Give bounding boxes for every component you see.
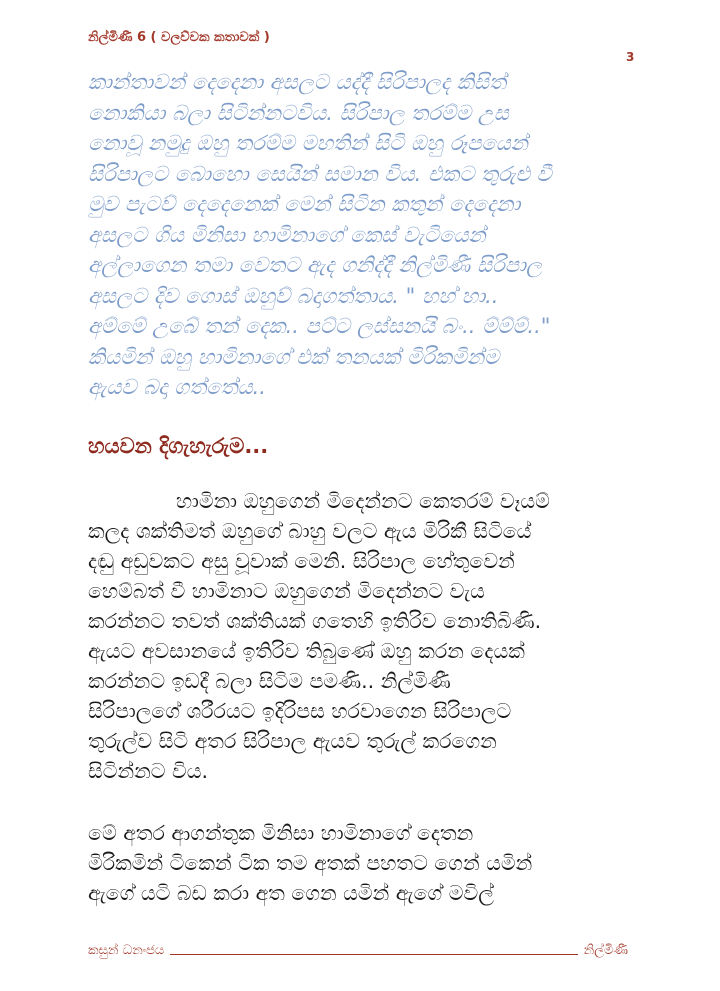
intro-line: කාන්තාවන් දෙදෙනා අසලට යද්දී සිරිපාලද කිසිත්	[88, 70, 507, 94]
page-number: 3	[626, 50, 635, 64]
footer-author: කසුන් ධනංජය	[88, 943, 165, 958]
paragraph-line: මිරිකමින් ටිකෙන් ටික තම අතක් පහතට ගෙන් යමින්	[88, 851, 533, 875]
paragraph-line: කරන්නට ඉඩදී බලා සිටිම පමණි.. නිල්මිණී	[88, 669, 451, 693]
section-heading: හයවන දිගැහැරුම...	[88, 434, 269, 458]
intro-line: නොකියා බලා සිටින්නටවිය. සිරිපාල තරම්ම උස	[88, 100, 509, 125]
page-header-title: නිල්මිණී 6 ( වලව්වක කතාවක් )	[88, 30, 270, 45]
paragraph-line: ඇයට අවසානයේ ඉතිරිව තිබුණේ ඔහු කරන දෙයක්	[88, 639, 525, 663]
intro-line: සිරිපාලට බොහො සෙයින් සමාන විය. එකට තුරුළු වී	[88, 161, 552, 186]
paragraph-1	[88, 486, 648, 786]
intro-line: නොවූ නමුදු ඔහු තරම්ම මහතින් සිටි ඔහු රූපයෙන්	[88, 131, 528, 155]
intro-line: අසලට දිව ගොස් ඔහුව් බදාගත්තාය. " හහ් හා..	[88, 283, 499, 308]
paragraph-line: දඬු අඩුවකට අසු වූවාක් මෙනි. සිරිපාල හේතුවෙන්	[88, 549, 515, 573]
footer-title: නිල්මිණී	[583, 943, 628, 958]
intro-line: අසලට ගිය මිනිසා හාමිනාගේ කෙස් වැටියෙන්	[88, 222, 486, 247]
footer-rule	[170, 954, 577, 955]
intro-line: අල්ලාගෙන තමා වෙතට ඇද ගනිද්දී නිල්මිණී සිරිපාල	[88, 253, 542, 277]
intro-line: කියමින් ඔහු හාමිනාගේ එක් තනයක් මිරිකමින්ම	[88, 344, 500, 369]
page-footer	[88, 943, 628, 958]
paragraph-line: මේ අතර ආගන්තුක මිනිසා හාමිනාගේ දෙතන	[88, 821, 474, 845]
paragraph-line: හෙම්බත් වී හාමිනාට ඔහුගෙන් මිදෙන්නට වැය	[88, 579, 485, 603]
intro-line: මුව පැටව් දෙදෙනෙක් මෙන් සිටින කතුන් දෙදෙනා	[88, 192, 521, 216]
intro-line: ඇයව බදා ගත්තේය..	[88, 375, 266, 399]
paragraph-line: කරන්නට තවත් ශක්තියක් ගතෙහි ඉතිරිව නොතිබිණි.	[88, 609, 542, 633]
paragraph-line: තුරුල්ව සිටි අතර සිරිපාල ඇයව තුරුල් කරගෙන	[88, 729, 497, 753]
paragraph-line: සිටින්නට විය.	[88, 759, 209, 783]
intro-passage	[88, 67, 648, 403]
intro-line: අම්මේ උබේ තන් දෙක.. පට්ට ලස්සනයි බං.. ම්ම්ම්.."	[88, 314, 551, 338]
paragraph-line: හාමිනා ඔහුගෙන් මිදෙන්නට කෙතරම් වෑයම්	[176, 489, 550, 513]
paragraph-line: ඇගේ යටි බඩ කරා අත ගෙන යමින් ඇගේ මවිල්	[88, 881, 494, 905]
paragraph-line: සිරිපාලගේ ශරීරයට ඉදිරිපස හරවාගෙන සිරිපාලට	[88, 699, 512, 723]
paragraph-line: කලද ශක්තිමත් ඔහුගේ බාහු වලට ඇය මිරිකී සිටියේ	[88, 519, 532, 543]
paragraph-2	[88, 818, 648, 908]
